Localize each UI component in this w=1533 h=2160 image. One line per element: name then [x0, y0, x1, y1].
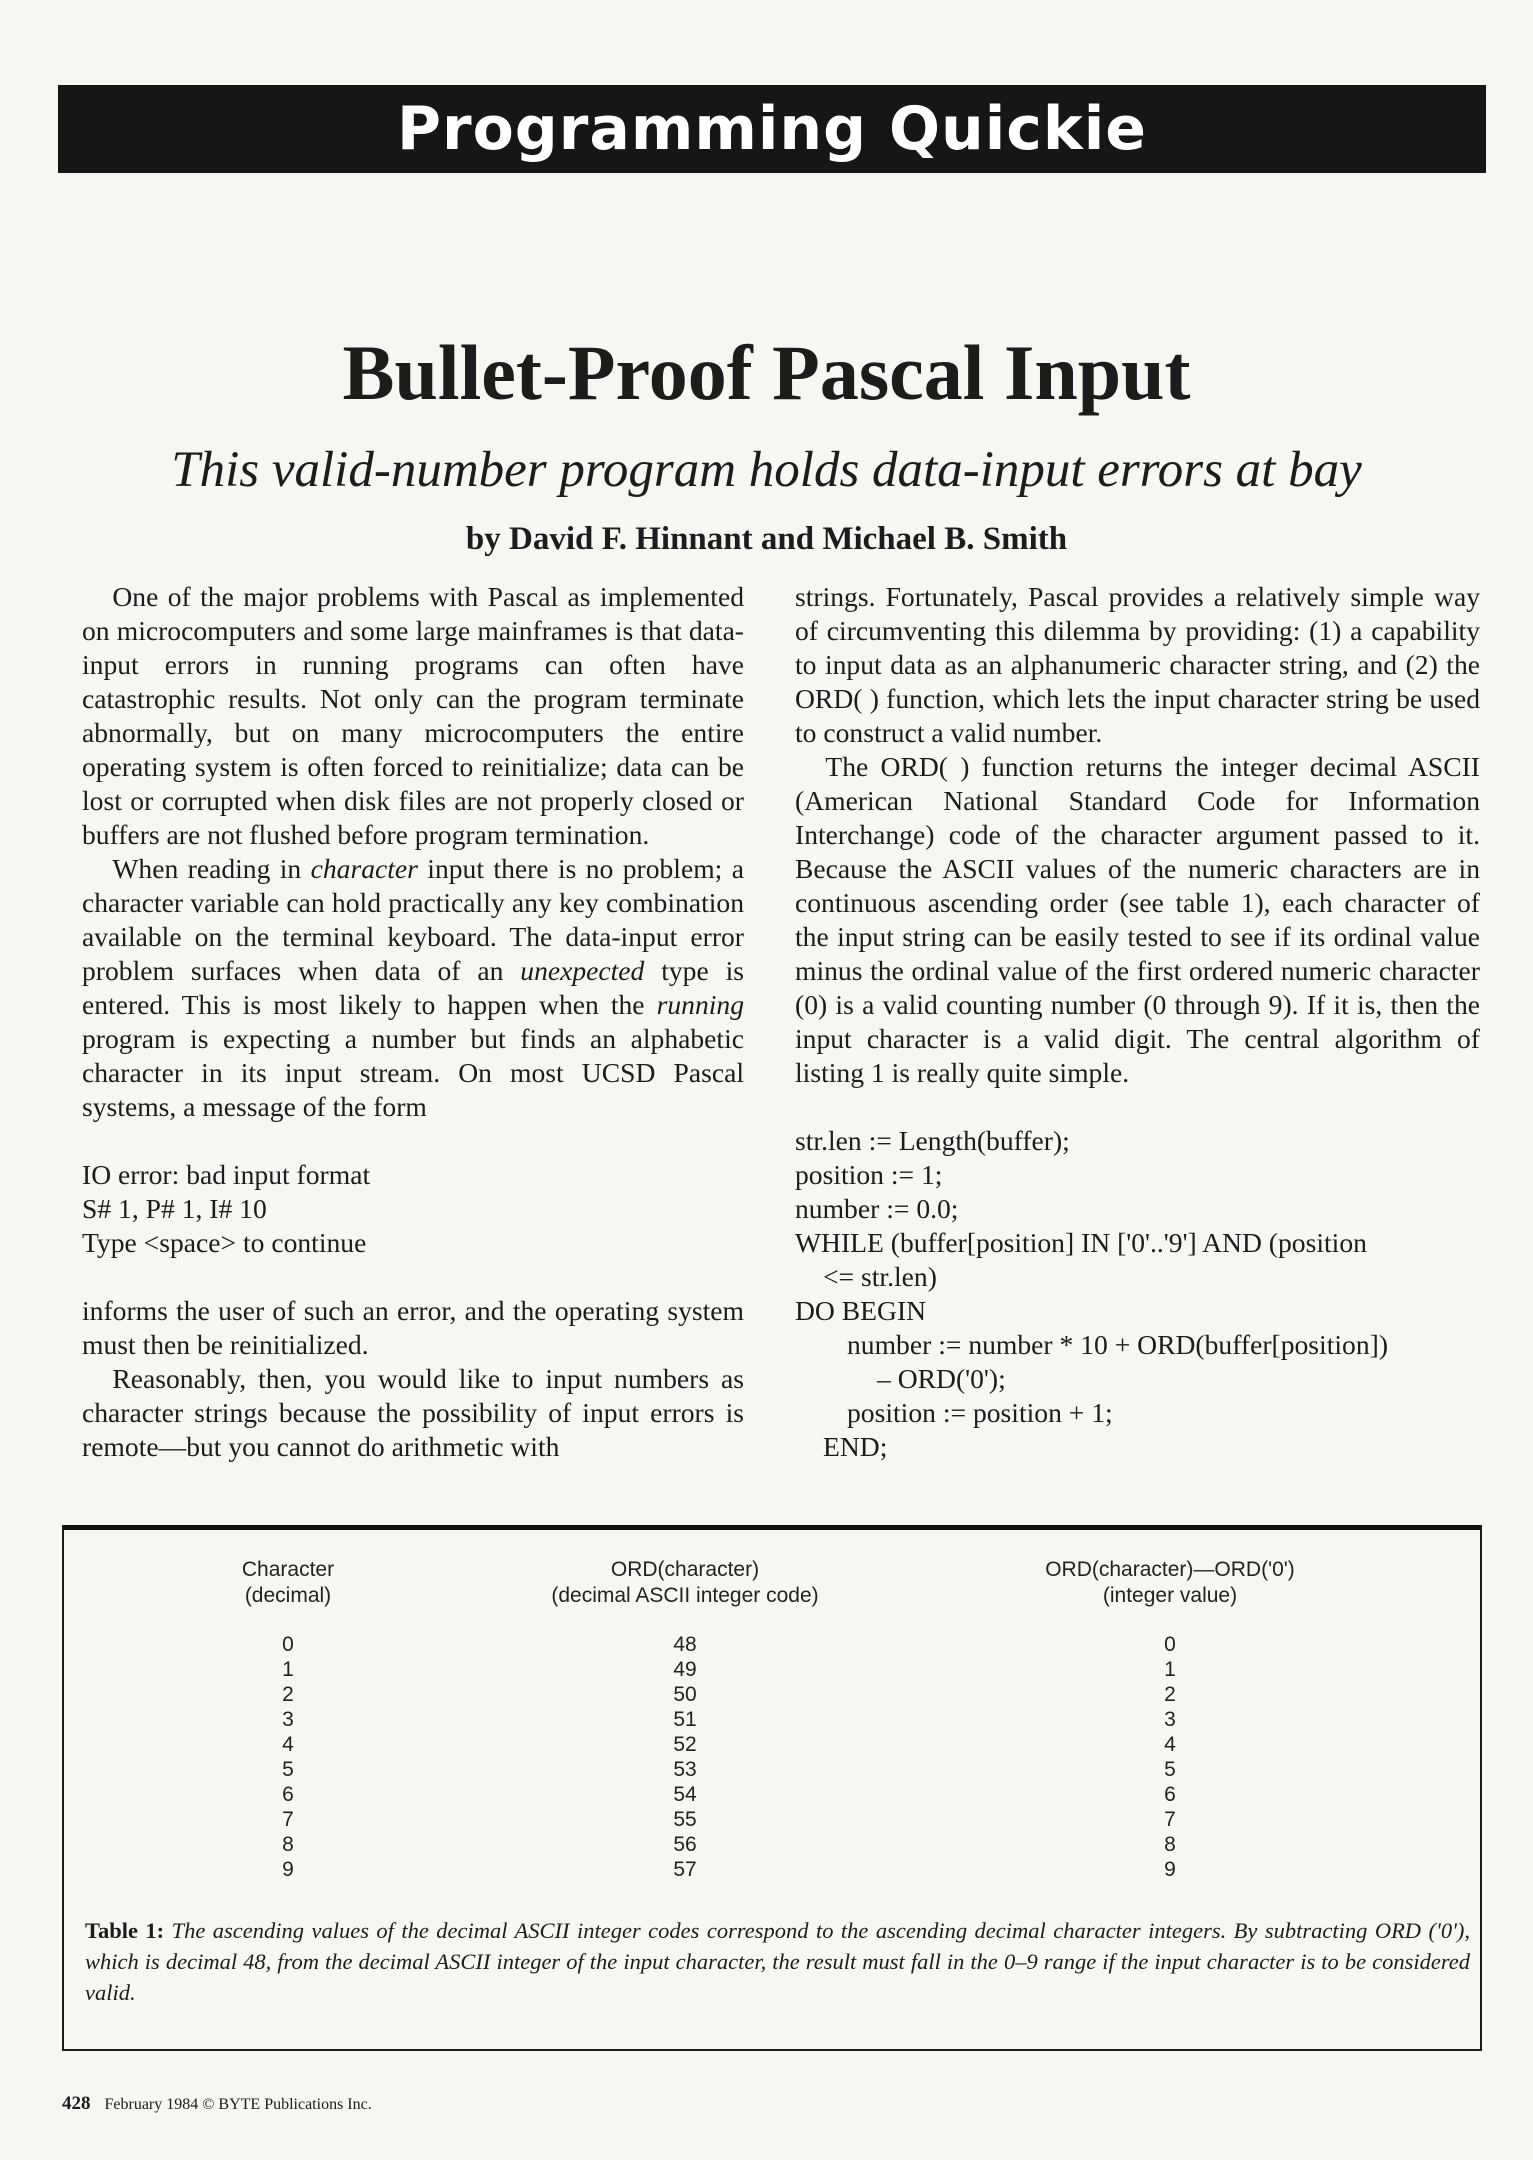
code-line: DO BEGIN	[795, 1295, 927, 1326]
article-title: Bullet-Proof Pascal Input	[342, 329, 1191, 416]
left-column	[82, 580, 744, 1464]
table-cell: 7	[282, 1808, 294, 1831]
table-cell: 53	[673, 1758, 697, 1781]
table-cell: 57	[673, 1858, 697, 1881]
table-cell: 55	[673, 1808, 697, 1831]
page-footer	[62, 2093, 372, 2116]
code-line: END;	[823, 1431, 888, 1462]
footer-text: February 1984 © BYTE Publications Inc.	[104, 2096, 372, 2113]
table-cell: 8	[282, 1833, 294, 1856]
table-cell: 7	[1164, 1808, 1176, 1831]
code-line: str.len := Length(buffer);	[795, 1125, 1070, 1156]
error-message-block	[82, 1158, 744, 1260]
paragraph-6: The ORD( ) function returns the integer decimal ASCII (American National Standard Code for Information Interchange) code of the character argument passed to it. Because the ASCII values of the numeric characters are in continuous ascending order (see table 1), each character of the input string can be easily tested to see if its ordinal value minus the ordinal value of the first ordered numeric character (0) is a valid counting number (0 through 9). If it is, then the input character is a valid digit. The central algorithm of listing 1 is really quite simple.	[795, 751, 1480, 1088]
table-cell: 3	[1164, 1708, 1176, 1731]
table-cell: 56	[673, 1833, 697, 1856]
table-cell: 48	[673, 1633, 697, 1656]
table-cell: 2	[1164, 1683, 1176, 1706]
table-cell: 50	[673, 1683, 697, 1706]
table-cell: 1	[1164, 1658, 1176, 1681]
paragraph-1: One of the major problems with Pascal as implemented on microcomputers and some large mainframes is that data-input errors in running programs can often have catastrophic results. Not only can the program terminate abnormally, but on many microcomputers the entire operating system is often forced to reinitialize; data can be lost or corrupted when disk files are not properly closed or buffers are not flushed before program termination.	[82, 581, 744, 850]
table-column-ascii-codes	[475, 1632, 895, 1882]
table-cell: 6	[1164, 1783, 1176, 1806]
caption-label: Table 1:	[85, 1918, 165, 1943]
table-cell: 9	[282, 1858, 294, 1881]
table-column-integer-values	[945, 1632, 1395, 1882]
table-cell: 0	[1164, 1633, 1176, 1656]
table-header-character: Character (decimal)	[241, 1558, 335, 1607]
table-cell: 5	[282, 1758, 294, 1781]
table-cell: 0	[282, 1633, 294, 1656]
code-line: position := 1;	[795, 1159, 943, 1190]
table-cell: 49	[673, 1658, 697, 1681]
caption-text: The ascending values of the decimal ASCII integer codes correspond to the ascending decimal character integers. By subtracting ORD ('0'), which is decimal 48, from the decimal ASCII integer of the input character, the result must fall in the 0–9 range if the input character is to be considered valid.	[85, 1918, 1470, 2005]
table-cell: 9	[1164, 1858, 1176, 1881]
table-header-ord: ORD(character) (decimal ASCII integer code)	[551, 1558, 819, 1607]
paragraph-3: informs the user of such an error, and the operating system must then be reinitialized.	[82, 1295, 744, 1360]
code-line: position := position + 1;	[847, 1397, 1113, 1428]
section-banner: Programming Quickie	[58, 85, 1486, 173]
paragraph-5: strings. Fortunately, Pascal provides a relatively simple way of circumventing this dilemma by providing: (1) a capability to input data as an alphanumeric character string, and (2) the ORD( ) function, which lets the input character string be used to construct a valid number.	[795, 581, 1480, 748]
article-byline: by David F. Hinnant and Michael B. Smith	[465, 521, 1068, 557]
table-column-characters	[188, 1632, 388, 1882]
article-subtitle: This valid-number program holds data-input errors at bay	[171, 442, 1362, 498]
table-cell: 6	[282, 1783, 294, 1806]
table-header-difference: ORD(character)—ORD('0') (integer value)	[1045, 1558, 1295, 1607]
code-line: <= str.len)	[823, 1261, 937, 1292]
error-line: S# 1, P# 1, I# 10	[82, 1193, 267, 1224]
code-line: – ORD('0');	[877, 1363, 1006, 1394]
code-line: WHILE (buffer[position] IN ['0'..'9'] AND (position	[795, 1227, 1367, 1258]
table-cell: 4	[282, 1733, 294, 1756]
table-caption	[85, 1915, 1470, 2008]
right-column	[795, 580, 1480, 1464]
table-cell: 3	[282, 1708, 294, 1731]
code-listing	[795, 1124, 1480, 1464]
table-cell: 8	[1164, 1833, 1176, 1856]
paragraph-4: Reasonably, then, you would like to input numbers as character strings because the possibility of input errors is remote—but you cannot do arithmetic with	[82, 1363, 744, 1462]
page-number: 428	[62, 2093, 91, 2114]
table-cell: 4	[1164, 1733, 1176, 1756]
paragraph-2: When reading in character input there is no problem; a character variable can hold practically any key combination available on the terminal keyboard. The data-input error problem surfaces when data of an unexpected type is entered. This is most likely to happen when the running program is expecting a number but finds an alphabetic character in its input stream. On most UCSD Pascal systems, a message of the form	[82, 853, 744, 1122]
table-cell: 5	[1164, 1758, 1176, 1781]
table-cell: 1	[282, 1658, 294, 1681]
table-cell: 52	[673, 1733, 697, 1756]
code-line: number := number * 10 + ORD(buffer[position])	[847, 1329, 1389, 1360]
table-cell: 51	[673, 1708, 697, 1731]
table-cell: 54	[673, 1783, 697, 1806]
table-cell: 2	[282, 1683, 294, 1706]
error-line: Type <space> to continue	[82, 1227, 367, 1258]
error-line: IO error: bad input format	[82, 1159, 371, 1190]
code-line: number := 0.0;	[795, 1193, 959, 1224]
